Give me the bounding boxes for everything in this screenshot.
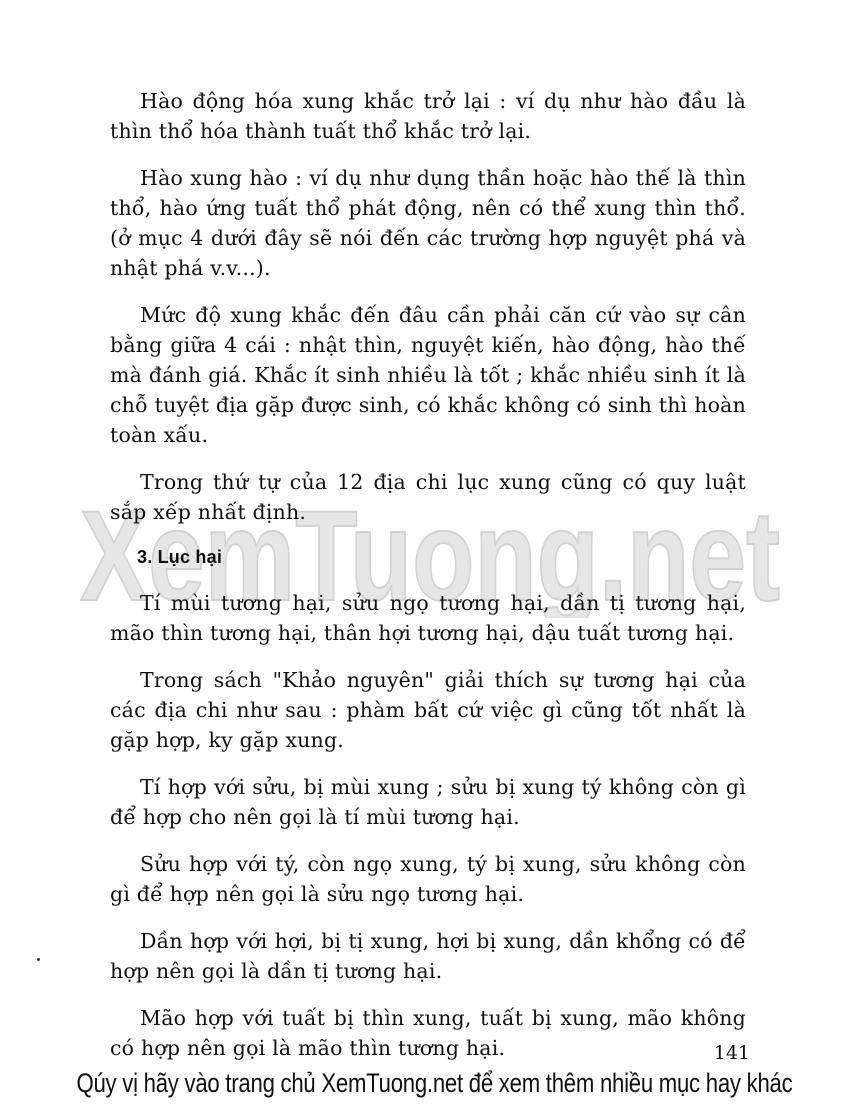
page-number: 141 [713,1042,750,1064]
paragraph: Mão hợp với tuất bị thìn xung, tuất bị xung, mão không có hợp nên gọi là mão thìn tương hại. [110,1006,746,1060]
paragraph: Sửu hợp với tý, còn ngọ xung, tý bị xung, sửu không còn gì để hợp nên gọi là sửu ngọ tương hại. [110,852,746,906]
paragraph: Tí mùi tương hại, sửu ngọ tương hại, dần tị tương hại, mão thìn tương hại, thân hợi tương hại, dậu tuất tương hại. [110,591,746,645]
paragraph: Hào động hóa xung khắc trở lại : ví dụ như hào đầu là thìn thổ hóa thành tuất thổ khắc trở lại. [110,89,746,143]
site-footer-banner: Qúy vị hãy vào trang chủ XemTuong.net để xem thêm nhiều mục hay khác [76,1068,793,1098]
paragraph: Hào xung hào : ví dụ như dụng thần hoặc hào thế là thìn thổ, hào ứng tuất thổ phát động, nên có thể xung thìn thổ. (ở mục 4 dưới đây sẽ nói đến các trường hợp nguyệt phá và nhật phá v.v...). [110,166,746,280]
paragraph: Trong thứ tự của 12 địa chi lục xung cũng có quy luật sắp xếp nhất định. [110,470,746,524]
paragraph: Mức độ xung khắc đến đâu cần phải căn cứ vào sự cân bằng giữa 4 cái : nhật thìn, nguyệt kiến, hào động, hào thế mà đánh giá. Khắc ít sinh nhiều là tốt ; khắc nhiều sinh ít là chỗ tuyệt địa gặp được sinh, có khắc không có sinh thì hoàn toàn xấu. [110,303,746,447]
paragraph: Tí hợp với sửu, bị mùi xung ; sửu bị xung tý không còn gì để hợp cho nên gọi là tí mùi tương hại. [110,775,746,829]
section-heading: 3. Lục hại [137,547,223,567]
paragraph: Trong sách "Khảo nguyên" giải thích sự tương hại của các địa chi như sau : phàm bất cứ việc gì cũng tốt nhất là gặp hợp, ky gặp xung. [110,668,746,752]
scan-speck [37,958,40,961]
watermark-text: XemTuong.net [80,488,780,618]
paragraph: Dần hợp với hợi, bị tị xung, hợi bị xung, dần khổng có để hợp nên gọi là dần tị tương hại. [110,929,746,983]
body-text [110,86,746,1080]
